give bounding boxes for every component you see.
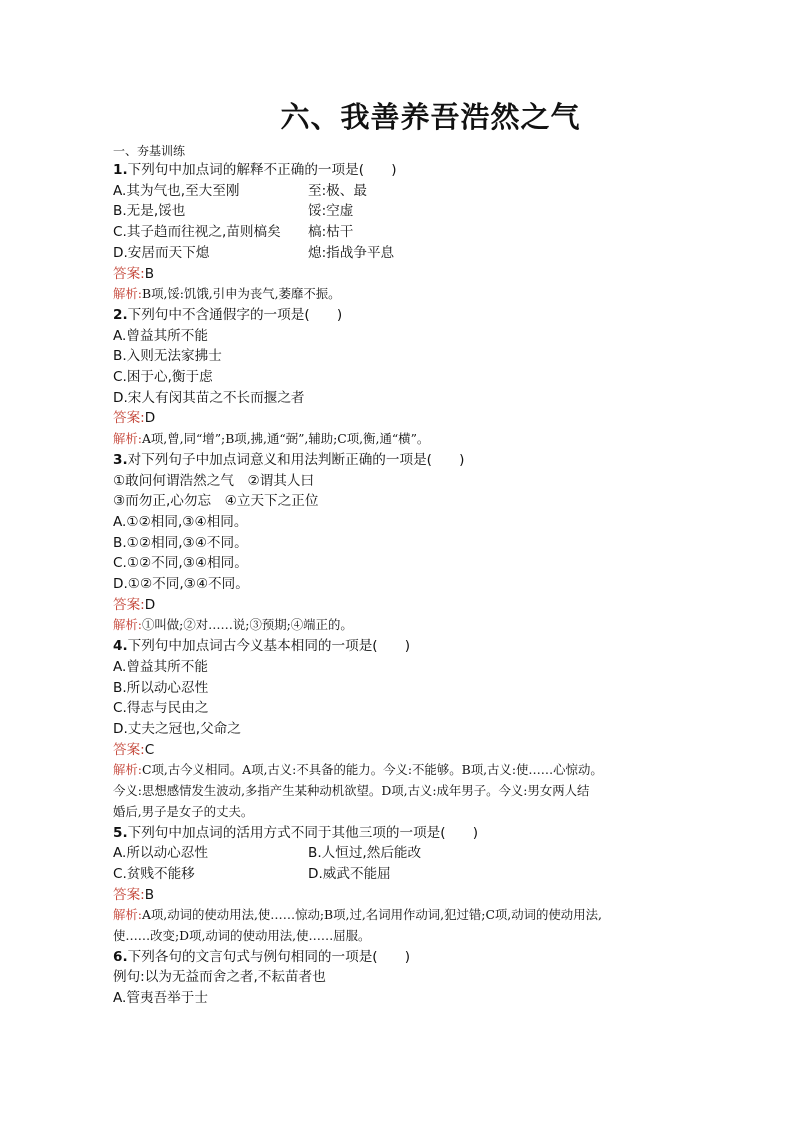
question-number: 3.: [113, 451, 128, 468]
explanation-line: 使……改变;D项,动词的使动用法,使……屈服。: [113, 928, 371, 944]
answer-label: 答案:: [113, 596, 145, 613]
explanation-line: [113, 905, 713, 926]
explanation-line: [113, 429, 713, 450]
question-stem: 下列各句的文言句式与例句相同的一项是( ): [127, 948, 411, 965]
option-row: [113, 864, 713, 885]
option-row: [113, 222, 713, 243]
question-2: [113, 305, 713, 326]
explanation-label: 解析:: [113, 617, 142, 633]
explanation-label: 解析:: [113, 431, 142, 447]
option-text: B.无是,馁也: [113, 203, 186, 220]
question-6: [113, 947, 713, 968]
option: D.威武不能屈: [308, 865, 391, 882]
explanation-line: [113, 615, 713, 636]
question-stem: 下列句中加点词古今义基本相同的一项是( ): [127, 638, 411, 655]
explanation-text: B项,馁:饥饿,引申为丧气,萎靡不振。: [141, 286, 341, 302]
question-number: 2.: [113, 306, 128, 323]
explanation-text: ①叫做;②对……说;③预期;④端正的。: [141, 617, 353, 633]
explanation-label: 解析:: [113, 907, 142, 923]
answer-line: [113, 740, 713, 761]
option: B.入则无法家拂士: [113, 348, 222, 365]
document-page: [113, 95, 713, 1009]
explanation-text: A项,动词的使动用法,使……惊动;B项,过,名词用作动词,犯过错;C项,动词的使动用法,: [141, 907, 602, 923]
option: C.得志与民由之: [113, 700, 209, 717]
explanation-line: 今义:思想感情发生波动,多指产生某种动机欲望。D项,古义:成年男子。今义:男女两人结: [113, 783, 590, 799]
answer-value: B: [144, 265, 155, 282]
option-row: [113, 243, 713, 264]
explanation-line: [113, 760, 713, 781]
option-gloss: 馁:空虚: [308, 203, 354, 220]
option: A.①②相同,③④相同。: [113, 513, 248, 530]
sentence-line: ①敢问何谓浩然之气 ②谓其人曰: [113, 472, 315, 489]
option: D.①②不同,③④不同。: [113, 576, 249, 593]
explanation-label: 解析:: [113, 286, 142, 302]
option-text: D.安居而天下熄: [113, 244, 210, 261]
question-stem: 下列句中不含通假字的一项是( ): [127, 306, 343, 323]
explanation-label: 解析:: [113, 762, 142, 778]
option-text: C.其子趋而往视之,苗则槁矣: [113, 224, 281, 241]
question-number: 4.: [113, 638, 128, 655]
option: A.曾益其所不能: [113, 658, 208, 675]
option: C.贫贱不能移: [113, 865, 195, 882]
option: C.困于心,衡于虑: [113, 369, 213, 386]
option: B.人恒过,然后能改: [308, 845, 422, 862]
option: A.管夷吾举于士: [113, 990, 208, 1007]
question-1: [113, 160, 713, 181]
question-stem: 对下列句子中加点词意义和用法判断正确的一项是( ): [127, 451, 465, 468]
option-row: [113, 843, 713, 864]
option-text: A.其为气也,至大至刚: [113, 182, 240, 199]
option: B.所以动心忍性: [113, 679, 209, 696]
option-gloss: 槁:枯干: [308, 224, 354, 241]
answer-line: [113, 595, 713, 616]
option: A.曾益其所不能: [113, 327, 208, 344]
answer-line: [113, 264, 713, 285]
option: A.所以动心忍性: [113, 845, 208, 862]
question-3: [113, 450, 713, 471]
answer-label: 答案:: [113, 265, 145, 282]
explanation-text: C项,古今义相同。A项,古义:不具备的能力。今义:不能够。B项,古义:使……心惊动。: [141, 762, 603, 778]
option: D.丈夫之冠也,父命之: [113, 720, 241, 737]
answer-value: D: [144, 410, 156, 427]
question-number: 6.: [113, 948, 128, 965]
question-4: [113, 636, 713, 657]
explanation-line: 婚后,男子是女子的丈夫。: [113, 803, 254, 819]
section-heading: 一、夯基训练: [113, 144, 186, 158]
question-stem: 下列句中加点词的活用方式不同于其他三项的一项是( ): [127, 824, 479, 841]
answer-line: [113, 885, 713, 906]
option: B.①②相同,③④不同。: [113, 534, 248, 551]
question-5: [113, 823, 713, 844]
answer-value: D: [144, 596, 156, 613]
answer-value: C: [144, 741, 155, 758]
explanation-text: A项,曾,同“增”;B项,拂,通“弼”,辅助;C项,衡,通“横”。: [141, 431, 430, 447]
question-number: 1.: [113, 162, 128, 178]
answer-label: 答案:: [113, 410, 145, 427]
question-stem: 下列句中加点词的解释不正确的一项是( ): [127, 162, 397, 178]
sentence-line: ③而勿正,心勿忘 ④立天下之正位: [113, 493, 319, 510]
answer-label: 答案:: [113, 886, 145, 903]
page-title: 六、我善养吾浩然之气: [280, 100, 581, 134]
answer-value: B: [144, 886, 155, 903]
option: D.宋人有闵其苗之不长而揠之者: [113, 389, 305, 406]
option-row: [113, 201, 713, 222]
option-gloss: 熄:指战争平息: [308, 244, 395, 261]
question-number: 5.: [113, 824, 128, 841]
answer-line: [113, 408, 713, 429]
answer-label: 答案:: [113, 741, 145, 758]
option: C.①②不同,③④相同。: [113, 555, 248, 572]
option-gloss: 至:极、最: [308, 182, 367, 199]
option-row: [113, 181, 713, 202]
explanation-line: [113, 284, 713, 305]
example-sentence: 例句:以为无益而舍之者,不耘苗者也: [113, 969, 326, 986]
